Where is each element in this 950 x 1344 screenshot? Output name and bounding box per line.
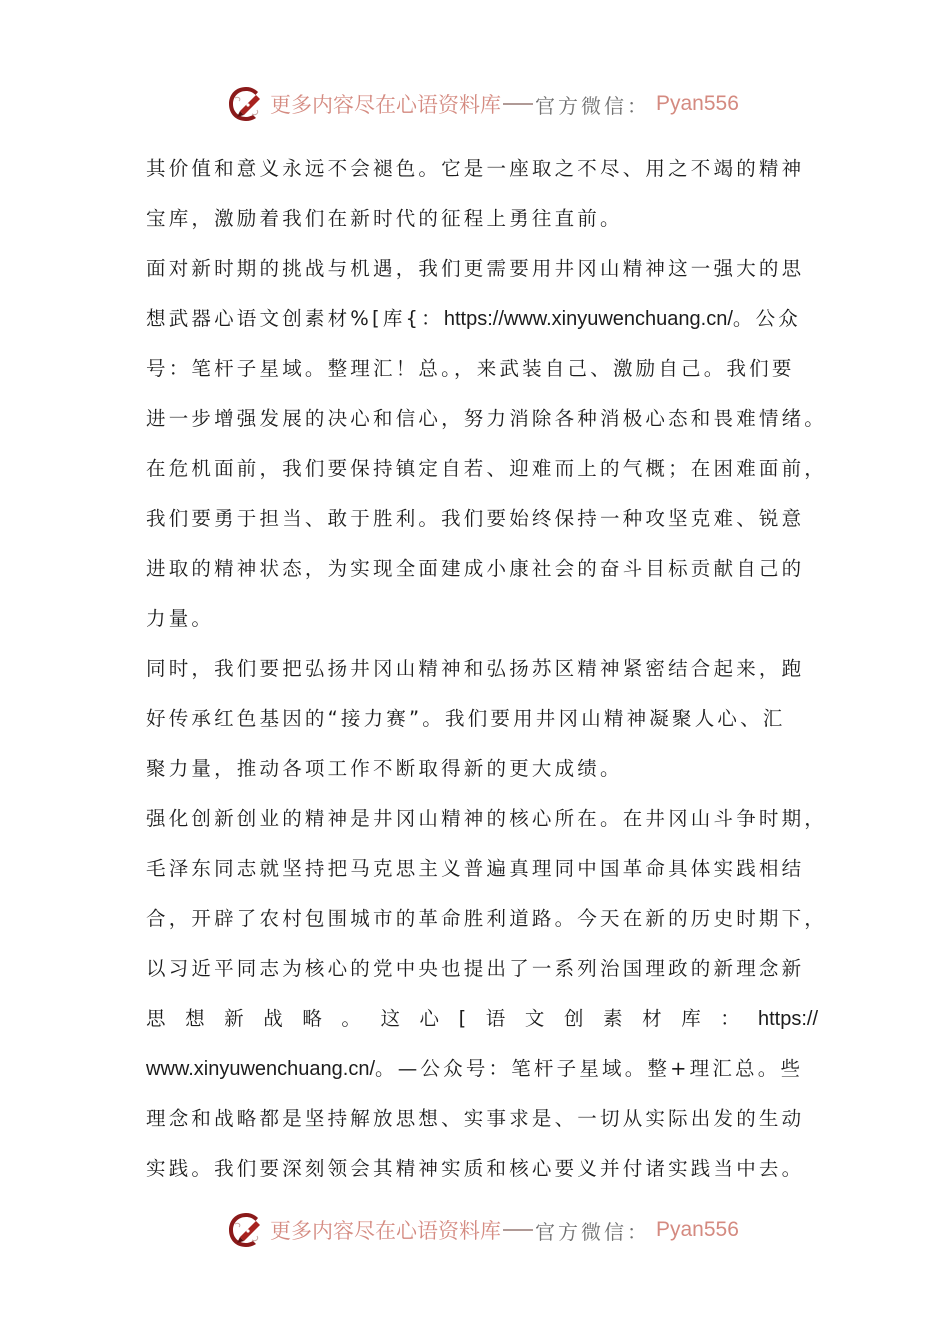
pen-nib-logo-icon: [226, 1210, 266, 1250]
text-char: ：: [720, 1007, 740, 1030]
text-char: 。: [341, 1007, 361, 1030]
text-char: 语: [485, 1007, 506, 1030]
text-char: [: [458, 1007, 467, 1030]
text-char: 想: [185, 1007, 205, 1030]
text-char: 创: [563, 1007, 584, 1030]
wechat-label: 官方微信：: [535, 1219, 650, 1244]
text-line: 进一步增强发展的决心和信心，努力消除各种消极心态和畏难情绪。: [146, 407, 828, 430]
text-line: 进取的精神状态，为实现全面建成小康社会的奋斗目标贡献自己的: [146, 557, 805, 580]
text-line: 力量。: [146, 607, 215, 630]
text-line: 我们要勇于担当、敢于胜利。我们要始终保持一种攻坚克难、锐意: [146, 507, 805, 530]
text-line: 号：笔杆子星域。整理汇！总。，来武装自己、激励自己。我们要: [146, 357, 795, 380]
text-char: 思: [146, 1007, 166, 1030]
text-line: 聚力量，推动各项工作不断取得新的更大成绩。: [146, 757, 623, 780]
text-line: 在危机面前，我们要保持镇定自若、迎难而上的气概；在困难面前，: [146, 457, 828, 480]
text-line: 毛泽东同志就坚持把马克思主义普遍真理同中国革命具体实践相结: [146, 857, 805, 880]
text-char: 素: [603, 1007, 623, 1030]
wechat-id: Pyan556: [656, 92, 739, 115]
text-segment: 。公众: [732, 307, 801, 330]
text-line: 以习近平同志为核心的党中央也提出了一系列治国理政的新理念新: [146, 957, 805, 980]
text-char: 库: [681, 1007, 701, 1030]
text-line: 强化创新创业的精神是井冈山精神的核心所在。在井冈山斗争时期，: [146, 807, 828, 830]
text-char: 这: [380, 1007, 400, 1030]
website-url-fragment: https://: [757, 1008, 818, 1030]
text-line: 宝库，激励着我们在新时代的征程上勇往直前。: [146, 207, 623, 230]
text-line-justified: [146, 994, 818, 1044]
promo-text: 更多内容尽在心语资料库: [270, 93, 501, 117]
website-url: https://www.xinyuwenchuang.cn/: [443, 308, 733, 330]
text-char: 材: [642, 1007, 662, 1030]
spread-host: [146, 994, 740, 1044]
text-segment: 想武器心语文创素材%[库{：: [146, 307, 444, 330]
text-line: [146, 1044, 818, 1094]
text-char: 略: [302, 1007, 322, 1030]
text-segment: 。—公众号：笔杆子星域。整+理汇总。些: [375, 1057, 804, 1080]
text-char: 文: [524, 1007, 545, 1030]
dash-divider: [503, 103, 533, 105]
promo-text: 更多内容尽在心语资料库: [270, 1219, 501, 1243]
text-line: 好传承红色基因的“接力赛”。我们要用井冈山精神凝聚人心、汇: [146, 707, 786, 730]
header-banner: [226, 82, 739, 126]
pen-nib-logo-icon: [226, 84, 266, 124]
text-char: 新: [224, 1007, 244, 1030]
text-line: 合，开辟了农村包围城市的革命胜利道路。今天在新的历史时期下，: [146, 907, 828, 930]
wechat-label: 官方微信：: [535, 93, 650, 118]
document-body: [146, 144, 828, 1194]
text-line: [146, 294, 818, 344]
footer-banner: [226, 1208, 739, 1252]
text-line: 其价值和意义永远不会褪色。它是一座取之不尽、用之不竭的精神: [146, 157, 805, 180]
text-line: 面对新时期的挑战与机遇，我们更需要用井冈山精神这一强大的思: [146, 257, 805, 280]
text-char: 心: [419, 1007, 440, 1030]
wechat-id: Pyan556: [656, 1218, 739, 1241]
text-char: 战: [263, 1007, 283, 1030]
text-line: 同时，我们要把弘扬井冈山精神和弘扬苏区精神紧密结合起来，跑: [146, 657, 805, 680]
dash-divider: [503, 1229, 533, 1231]
website-url: www.xinyuwenchuang.cn/: [146, 1058, 376, 1080]
text-line: 实践。我们要深刻领会其精神实质和核心要义并付诸实践当中去。: [146, 1157, 805, 1180]
text-line: 理念和战略都是坚持解放思想、实事求是、一切从实际出发的生动: [146, 1107, 805, 1130]
